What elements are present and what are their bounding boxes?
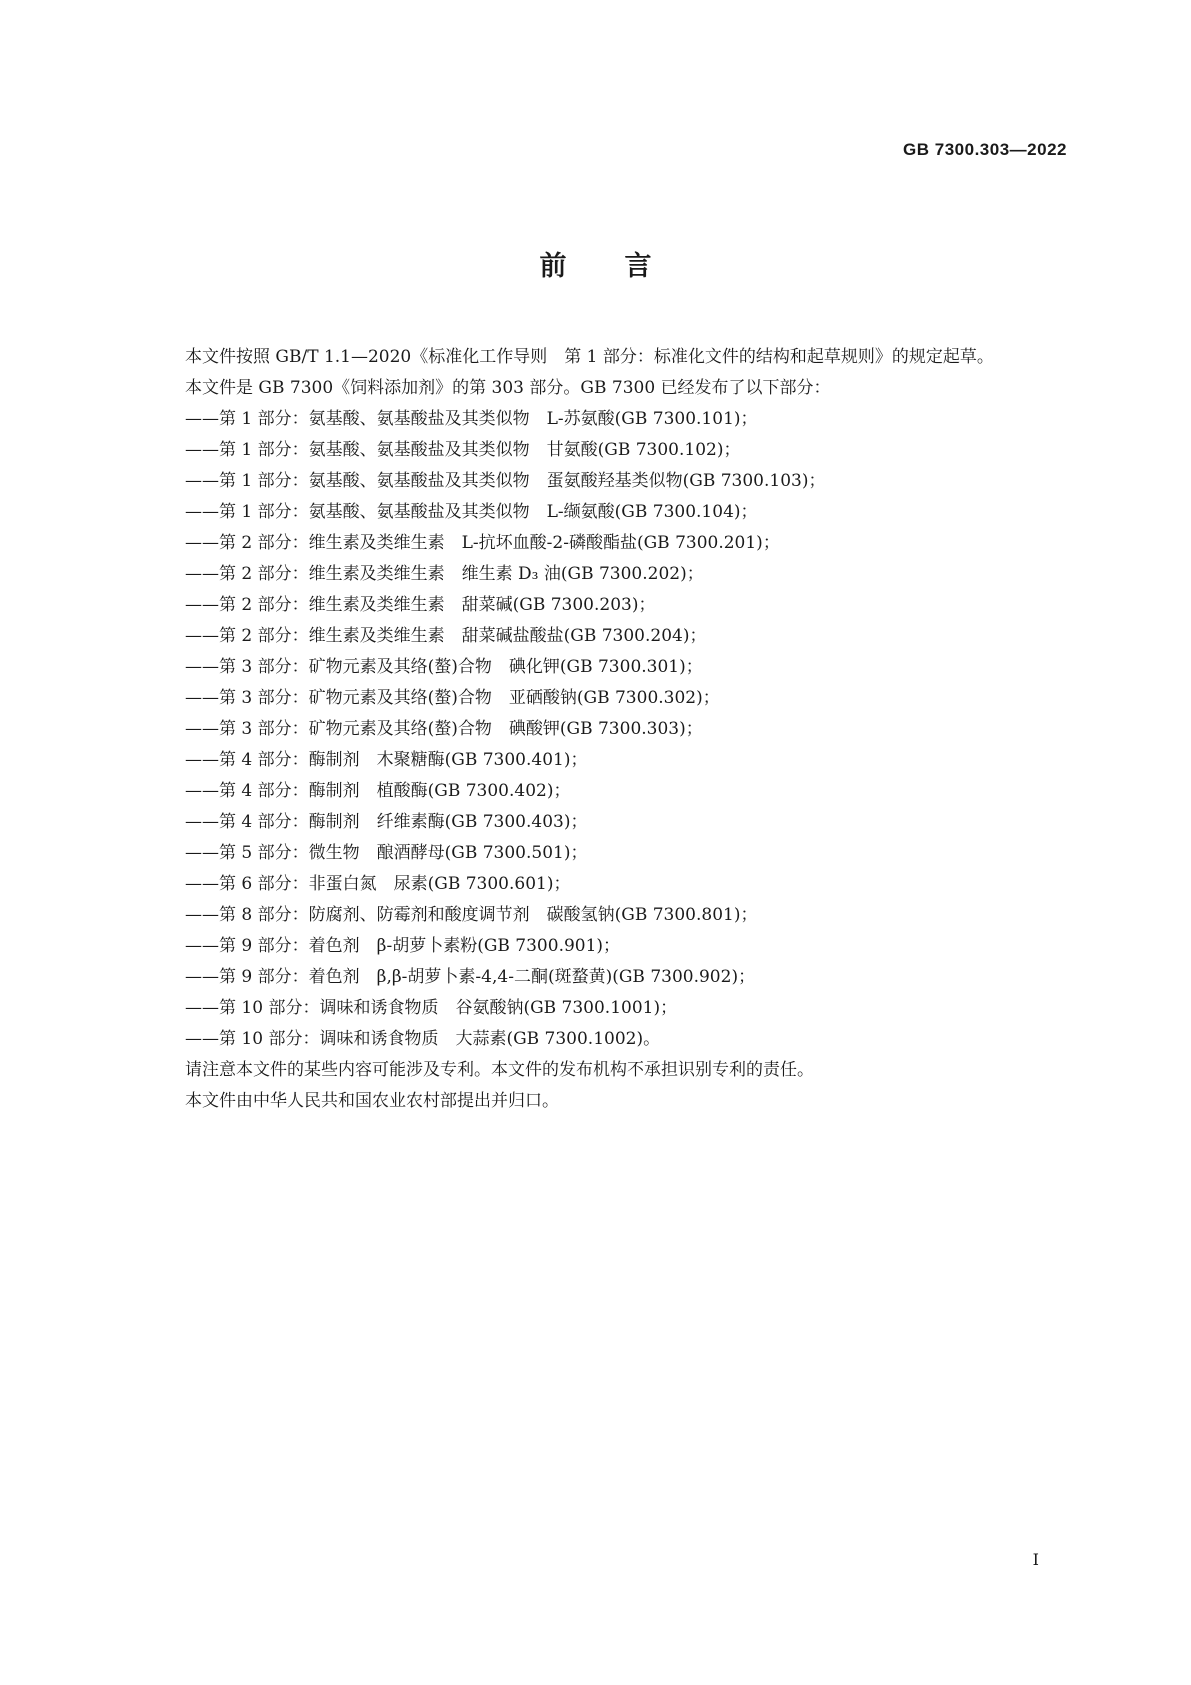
- page-title: 前言: [539, 251, 710, 282]
- list-item: ——第 2 部分：维生素及类维生素 L-抗坏血酸-2-磷酸酯盐(GB 7300.201)；: [185, 533, 780, 553]
- list-item: ——第 2 部分：维生素及类维生素 甜菜碱(GB 7300.203)；: [185, 595, 656, 615]
- list-item: ——第 10 部分：调味和诱食物质 谷氨酸钠(GB 7300.1001)；: [185, 998, 678, 1018]
- intro-paragraph-parts: 本文件是 GB 7300《饲料添加剂》的第 303 部分。GB 7300 已经发布了以下部分：: [185, 378, 831, 398]
- list-item: ——第 4 部分：酶制剂 木聚糖酶(GB 7300.401)；: [185, 750, 588, 770]
- list-item: ——第 1 部分：氨基酸、氨基酸盐及其类似物 蛋氨酸羟基类似物(GB 7300.103)；: [185, 471, 826, 491]
- list-item: ——第 3 部分：矿物元素及其络(螯)合物 碘化钾(GB 7300.301)；: [185, 657, 703, 677]
- list-item: ——第 6 部分：非蛋白氮 尿素(GB 7300.601)；: [185, 874, 571, 894]
- list-item: ——第 4 部分：酶制剂 植酸酶(GB 7300.402)；: [185, 781, 571, 801]
- patent-notice: 请注意本文件的某些内容可能涉及专利。本文件的发布机构不承担识别专利的责任。: [185, 1060, 814, 1080]
- standard-number: GB 7300.303—2022: [903, 140, 1067, 159]
- list-item: ——第 3 部分：矿物元素及其络(螯)合物 碘酸钾(GB 7300.303)；: [185, 719, 703, 739]
- list-item: ——第 3 部分：矿物元素及其络(螯)合物 亚硒酸钠(GB 7300.302)；: [185, 688, 720, 708]
- list-item: ——第 1 部分：氨基酸、氨基酸盐及其类似物 甘氨酸(GB 7300.102)；: [185, 440, 741, 460]
- list-item: ——第 1 部分：氨基酸、氨基酸盐及其类似物 L-缬氨酸(GB 7300.104)；: [185, 502, 758, 522]
- list-item: ——第 1 部分：氨基酸、氨基酸盐及其类似物 L-苏氨酸(GB 7300.101)；: [185, 409, 758, 429]
- list-item: ——第 10 部分：调味和诱食物质 大蒜素(GB 7300.1002)。: [185, 1029, 661, 1049]
- proposer-statement: 本文件由中华人民共和国农业农村部提出并归口。: [185, 1091, 559, 1111]
- document-body: [146, 342, 1070, 1117]
- page-number: I: [1032, 1550, 1039, 1569]
- list-item: ——第 9 部分：着色剂 β,β-胡萝卜素-4,4-二酮(斑蝥黄)(GB 7300.902)；: [185, 967, 756, 987]
- list-item: ——第 4 部分：酶制剂 纤维素酶(GB 7300.403)；: [185, 812, 588, 832]
- list-item: ——第 2 部分：维生素及类维生素 维生素 D₃ 油(GB 7300.202)；: [185, 564, 704, 584]
- list-item: ——第 9 部分：着色剂 β-胡萝卜素粉(GB 7300.901)；: [185, 936, 621, 956]
- list-item: ——第 8 部分：防腐剂、防霉剂和酸度调节剂 碳酸氢钠(GB 7300.801)；: [185, 905, 758, 925]
- published-parts-list: [146, 404, 1070, 1055]
- list-item: ——第 5 部分：微生物 酿酒酵母(GB 7300.501)；: [185, 843, 588, 863]
- intro-paragraph-drafting: 本文件按照 GB/T 1.1—2020《标准化工作导则 第 1 部分：标准化文件的结构和起草规则》的规定起草。: [185, 347, 994, 367]
- list-item: ——第 2 部分：维生素及类维生素 甜菜碱盐酸盐(GB 7300.204)；: [185, 626, 707, 646]
